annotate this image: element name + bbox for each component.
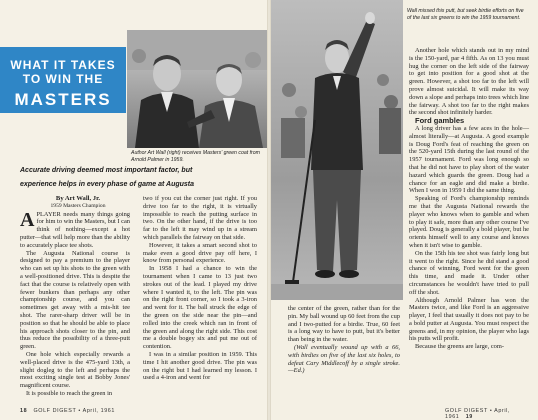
deck-line-2: experience helps in every phase of game at Augusta [20,181,195,188]
golfer-putting-photo [271,0,403,300]
page-number: 19 [465,414,473,420]
byline-author: By Art Wall, Jr. [55,195,101,202]
photo-caption-left: Author Art Wall (right) receives Masters' green coat from Arnold Palmer in 1959. [131,150,260,163]
byline-role: 1959 Masters Champion [50,202,106,209]
paragraph: The Augusta National course is designed to pay a premium to the player who can set up his shots to the green with a well-positioned drive. This is despite the fact that the course is relatively open with fewer bunkers than perhaps any other championship course, and you can sometimes get away with a mis-hit tee shot. The rarer-sharp driver will be in position so that he should be able to place his approach shots closer to the pin, and thus reduce the possibility of a three-putt green. [20,249,130,351]
deck-line-1: Accurate driving deemed most important factor, but [20,167,193,174]
paragraph: Another hole which stands out in my mind is the 150-yard, par 4 fifth. As on 13 you must hug the corner on the left side of the fairway to get into position for a good shot at the green. However, a shot too far to the left will prove almost suicidal. It will make its way down a slope and perhaps into trees which line the fairway. A shot too far to the right makes the second shot infinitely harder. [409,47,529,117]
paragraph: Because the greens are large, com- [415,343,504,351]
page-number: 18 [20,408,28,414]
article-title [0,47,126,113]
article-deck [20,164,260,192]
drop-cap: A [20,208,35,231]
text-column-1 [20,195,130,398]
paragraph: It is possible to reach the green in [26,389,113,397]
paragraph: A long driver has a few aces in the hole—almost literally—at Augusta. A good example is Doug Ford's feat of reaching the green on the 520-yard 15th during the last round of the 1957 tournament. Ford was long enough so that he did not have to play short of the water hazard which guards the green. Doug had a chance for an eagle and did make a birdie. When I won in 1959 I did the same thing. [409,124,529,195]
title-line-2: MASTERS [14,90,112,109]
paragraph: Although Arnold Palmer has won the Masters twice, and like Ford is an aggressive player, I feel that usually it does not pay to be a bold putter at Augusta. You must respect the greens and, in my opinion, the player who lags his putts will profit. [409,296,529,343]
footer-right [445,408,538,420]
text-column-2 [143,195,257,382]
text-column-3 [288,305,400,375]
paragraph: On the 15th his tee shot was fairly long but it went to the right. Since he did stand a good chance of winning, Ford went for the green this time, and made it. Under other circumstances he wouldn't have tried to pull off the shot. [409,249,529,296]
paragraph: However, it takes a smart second shot to make even a good drive pay off here, I know from personal experience. [143,241,257,265]
text-column-4 [409,47,529,351]
footer-left [20,408,115,414]
footer-text: GOLF DIGEST • April, 1961 [33,408,116,414]
subhead-ford-gambles: Ford gambles [415,116,465,126]
right-page [269,0,538,420]
photo-caption-right: Wall missed this putt, but seek birdie efforts on five of the last six greens to win the 1959 tournament. [407,8,524,21]
page-gutter [267,0,271,420]
paragraph: One hole which especially rewards a well-placed drive is the 475-yard 13th, a slight dogleg to the left and perhaps the most exciting single test at Bobby Jones' magnificent course. [20,350,130,390]
paragraph: two if you cut the corner just right. If you drive too far to the right, it is virtually impossible to reach the putting surface in two. On the other hand, if the drive is too far to the left it may wind up in a stream which parallels the fairway on that side. [143,195,257,241]
paragraph: Speaking of Ford's championship reminds me that the Augusta National rewards the player who knows when to gamble and when to play it safe, more than any other course I've played. Doug is generally a bold player, but he orients himself well to any course and knows when it isn't wise to gamble. [409,195,529,249]
paragraph: the center of the green, rather than for the pin. My ball wound up 60 feet from the cup and I two-putted for a birdie. True, 60 feet is a long way to have to putt, but it's better than being in the water. [288,305,400,344]
paragraph: I was in a similar position in 1959. This time I hit another good drive. The pin was on the right but I had learned my lesson. I used a 4-iron and went for [143,350,257,382]
footer-text: GOLF DIGEST • April, 1961 [445,408,511,420]
paragraph: A PLAYER needs many things going for him to win the Masters, but I can think of nothing—except a hot putter—that will help more than the ability to accurately place tee shots. [20,208,130,249]
green-coat-photo [127,30,267,148]
title-line-1: WHAT IT TAKES TO WIN THE [10,58,116,86]
editor-note: (Wall eventually wound up with a 66, with birdies on five of the last six holes, to defeat Cary Middlecoff by a single stroke.—Ed.) [288,343,400,375]
paragraph: In 1958 I had a chance to win the tournament when I came to 13 just two strokes out of the lead. I played my drive where I wanted it, to the left. The pin was on the right front corner, so I took a 3-iron and went for it. The ball struck the edge of the green on the side near the pin—and rolled into the creek which ran in front of the green and along the right side. This cost me a double bogey six and put me out of contention. [143,265,257,351]
